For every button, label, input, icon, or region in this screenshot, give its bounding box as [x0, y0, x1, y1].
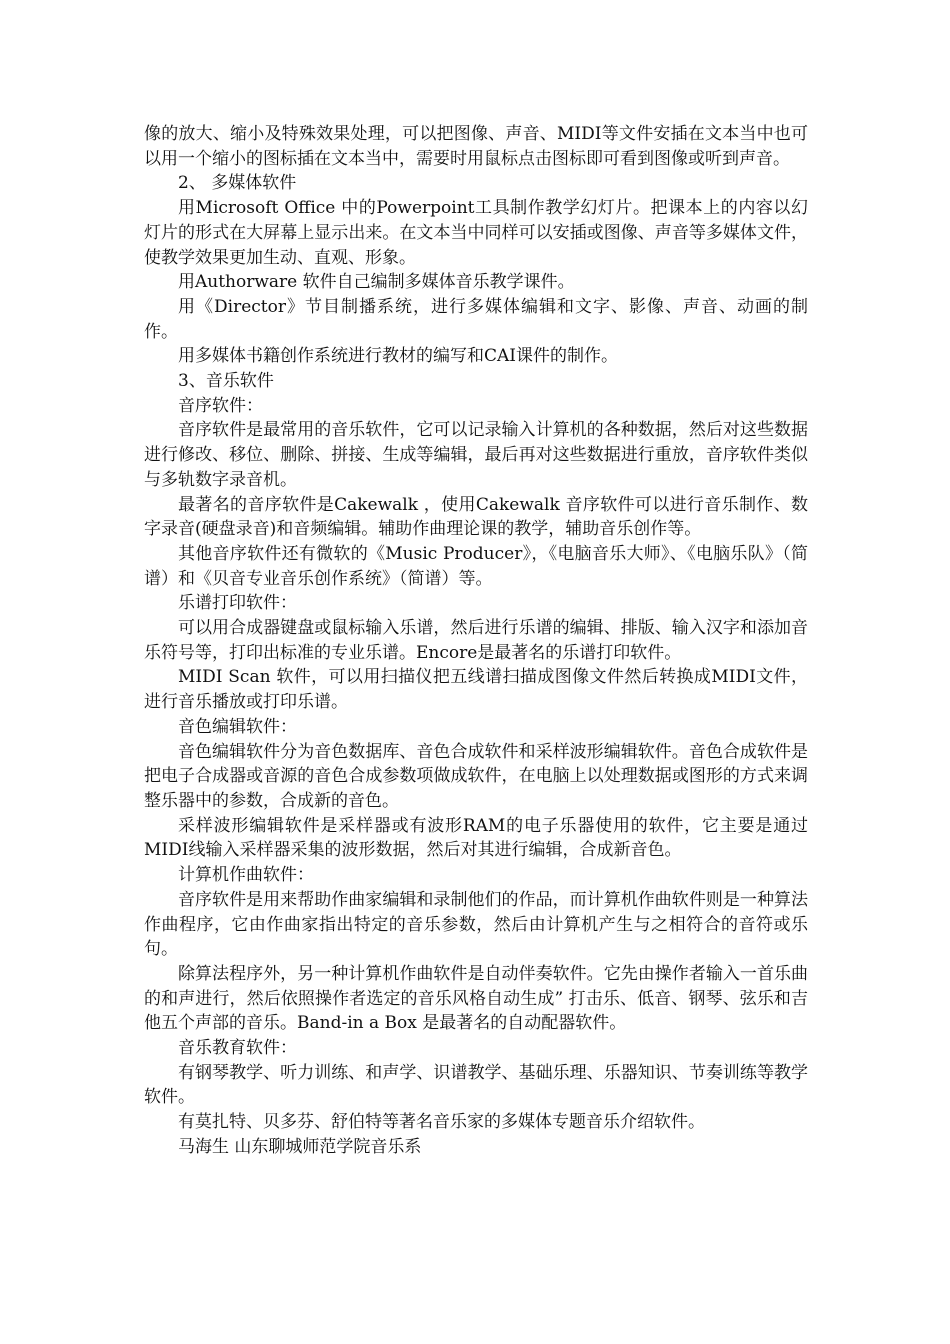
paragraph-education-topics: 有钢琴教学、听力训练、和声学、识谱教学、基础乐理、乐器知识、节奏训练等教学软件。 — [144, 1062, 808, 1108]
subheading-computer-composition: 计算机作曲软件： — [178, 865, 314, 886]
section-heading-multimedia: 2、 多媒体软件 — [178, 173, 297, 194]
subheading-score-printing: 乐谱打印软件： — [178, 593, 297, 614]
paragraph-cakewalk: 最著名的音序软件是Cakewalk ，使用Cakewalk 音序软件可以进行音乐制作、数字录音(硬盘录音)和音频编辑。辅助作曲理论课的教学，辅助音乐创作等。 — [144, 494, 808, 540]
paragraph-score-input: 可以用合成器键盘或鼠标输入乐谱，然后进行乐谱的编辑、排版、输入汉字和添加音乐符号等，打印出标准的专业乐谱。Encore是最著名的乐谱打印软件。 — [144, 618, 808, 663]
section-heading-music-software: 3、音乐软件 — [178, 371, 274, 392]
paragraph-composer-software: 有莫扎特、贝多芬、舒伯特等著名音乐家的多媒体专题音乐介绍软件。 — [178, 1112, 705, 1133]
subheading-sequencer: 音序软件： — [178, 395, 263, 416]
paragraph-sample-waveform: 采样波形编辑软件是采样器或有波形RAM的电子乐器使用的软件，它主要是通过MIDI线输入采样器采集的波形数据，然后对其进行编辑，合成新音色。 — [144, 815, 808, 861]
paragraph-timbre-editing: 音色编辑软件分为音色数据库、音色合成软件和采样波形编辑软件。音色合成软件是把电子合成器或音源的音色合成参数项做成软件，在电脑上以处理数据或图形的方式来调整乐器中的参数，合成新的音色。 — [144, 741, 808, 811]
subheading-timbre-editing: 音色编辑软件： — [178, 716, 297, 737]
paragraph-authorware: 用Authorware 软件自己编制多媒体音乐教学课件。 — [178, 272, 575, 293]
paragraph-algorithmic-composition: 音序软件是用来帮助作曲家编辑和录制他们的作品，而计算机作曲软件则是一种算法作曲程序，它由作曲家指出特定的音乐参数，然后由计算机产生与之相符合的音符或乐句。 — [144, 889, 808, 960]
paragraph-midi-scan: MIDI Scan 软件，可以用扫描仪把五线谱扫描成图像文件然后转换成MIDI文件，进行音乐播放或打印乐谱。 — [144, 667, 808, 713]
author-signature: 马海生 山东聊城师范学院音乐系 — [178, 1136, 422, 1157]
document-body — [144, 122, 808, 1160]
paragraph-other-sequencers: 其他音序软件还有微软的《Music Producer》，《电脑音乐大师》、《电脑乐队》（简谱）和《贝音专业音乐创作系统》（简谱）等。 — [144, 543, 808, 589]
paragraph-multimedia-books: 用多媒体书籍创作系统进行教材的编写和CAI课件的制作。 — [178, 346, 618, 367]
paragraph-director: 用《Director》节目制播系统，进行多媒体编辑和文字、影像、声音、动画的制作。 — [144, 296, 808, 342]
paragraph-auto-accompaniment: 除算法程序外，另一种计算机作曲软件是自动伴奏软件。它先由操作者输入一首乐曲的和声进行，然后依照操作者选定的音乐风格自动生成” 打击乐、低音、钢琴、弦乐和吉他五个声部的音乐。Band-in a Box 是最著名的自动配器软件。 — [144, 963, 808, 1034]
subheading-music-education: 音乐教育软件： — [178, 1038, 297, 1059]
paragraph-powerpoint: 用Microsoft Office 中的Powerpoint工具制作教学幻灯片。把课本上的内容以幻灯片的形式在大屏幕上显示出来。在文本当中同样可以安插或图像、声音等多媒体文件，使教学效果更加生动、直观、形象。 — [144, 198, 808, 268]
paragraph-sequencer-intro: 音序软件是最常用的音乐软件，它可以记录输入计算机的各种数据，然后对这些数据进行修改、移位、删除、拼接、生成等编辑，最后再对这些数据进行重放，音序软件类似与多轨数字录音机。 — [144, 420, 808, 490]
paragraph-continuation: 像的放大、缩小及特殊效果处理，可以把图像、声音、MIDI等文件安插在文本当中也可以用一个缩小的图标插在文本当中，需要时用鼠标点击图标即可看到图像或听到声音。 — [144, 124, 808, 169]
